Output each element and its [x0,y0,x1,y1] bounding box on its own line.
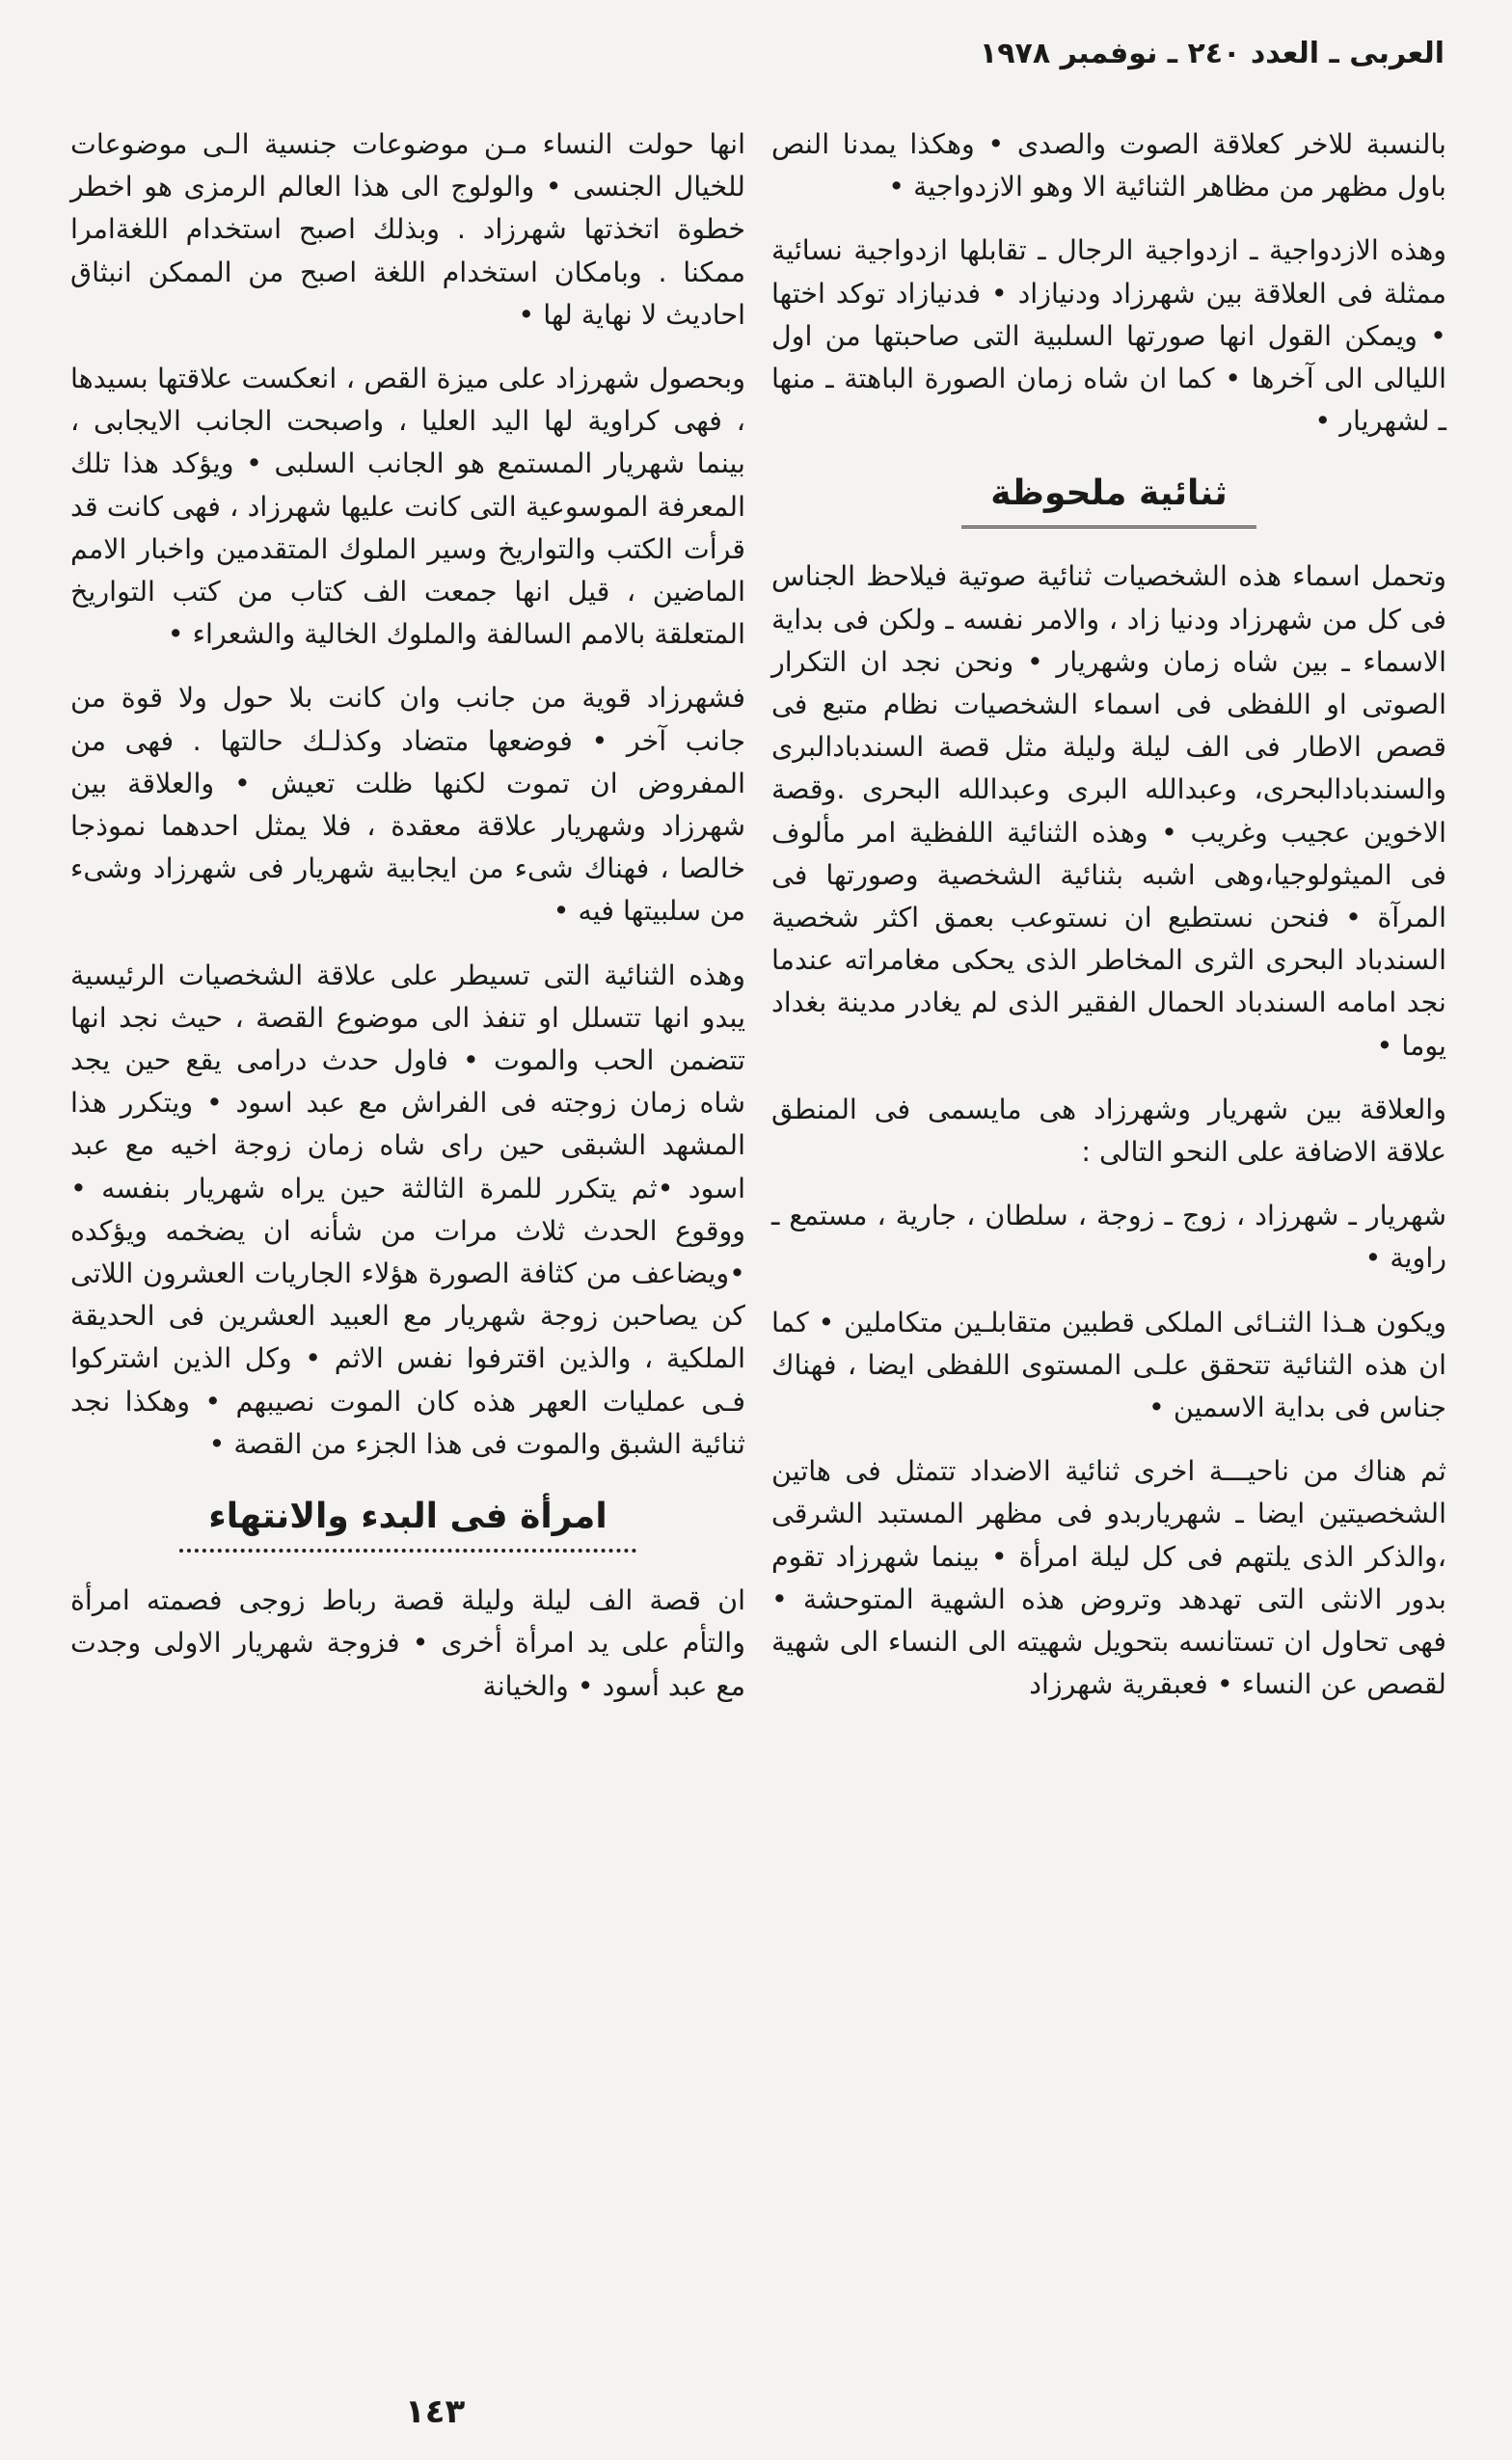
paragraph: وتحمل اسماء هذه الشخصيات ثنائية صوتية فيلاحظ الجناس فى كل من شهرزاد ودنيا زاد ، والامر نفسه ـ ولكن فى بداية الاسماء ـ بين شاه زمان وشهريار • ونحن نجد ان التكرار الصوتى او اللفظى فى اسماء الشخصيات نظام متبع فى قصص الاطار فى الف ليلة وليلة مثل قصة السندبادالبرى والسندبادالبحرى، وعبدالله البرى وعبدالله البحرى .وقصة الاخوين عجيب وغريب • وهذه الثنائية اللفظية امر مألوف فى الميثولوجيا،وهى اشبه بثنائية الشخصية وصورتها فى المرآة • فنحن نستطيع ان نستوعب بعمق اكثر شخصية السندباد البحرى الثرى المخاطر الذى يحكى مغامراته عندما نجد امامه السندباد الحمال الفقير الذى لم يغادر مدينة بغداد يوما • [771,560,1446,1062]
right-column [771,123,1446,1728]
section-heading [70,1491,745,1553]
paragraph: وهذه الازدواجية ـ ازدواجية الرجال ـ تقابلها ازدواجية نسائية ممثلة فى العلاقة بين شهرزاد ودنيازاد • فدنيازاد توكد اختها • ويمكن القول انها صورتها السلبية التى صاحبتها من اول الليالى الى آخرها • كما ان شاه زمان الصورة الباهتة ـ منها ـ لشهريار • [771,234,1446,438]
paragraph: وبحصول شهرزاد على ميزة القص ، انعكست علاقتها بسيدها ، فهى كراوية لها اليد العليا ، واصبحت الجانب الايجابى ، بينما شهريار المستمع هو الجانب السلبى • ويؤكد هذا تلك المعرفة الموسوعية التى كانت عليها شهرزاد ، فهى كانت قد قرأت الكتب والتواريخ وسير الملوك المتقدمين واخبار الامم الماضين ، قيل انها جمعت الف كتاب من كتب التواريخ المتعلقة بالامم السالفة والملوك الخالية والشعراء • [70,363,745,651]
paragraph: ثم هناك من ناحيـــة اخرى ثنائية الاضداد تتمثل فى هاتين الشخصيتين ايضا ـ شهرياربدو فى مظهر المستبد الشرقى ،والذكر الذى يلتهم فى كل ليلة امرأة • بينما شهرزاد تقوم بدور الانثى التى تهدهد وتروض هذه الشهية المتوحشة • فهى تحاول ان تستانسه بتحويل شهيته الى النساء الى شهية لقصص عن النساء • فعبقرية شهرزاد [771,1455,1446,1701]
paragraph: ان قصة الف ليلة وليلة قصة رباط زوجى فصمته امرأة والتأم على يد امرأة أخرى • فزوجة شهريار الاولى وجدت مع عبد أسود • والخيانة [70,1584,745,1702]
paragraph: ويكون هـذا الثنـائى الملكى قطبين متقابلـين متكاملين • كما ان هذه الثنائية تتحقق علـى المستوى اللفظى ايضا ، فهناك جناس فى بداية الاسمين • [771,1306,1446,1424]
section-heading-text: امرأة فى البدء والانتهاء [179,1491,635,1553]
section-heading [771,468,1446,528]
section-heading-text: ثنائية ملحوظة [961,468,1256,528]
paragraph: فشهرزاد قوية من جانب وان كانت بلا حول ولا قوة من جانب آخر • فوضعها متضاد وكذلـك حالتها . فهى من المفروض ان تموت لكنها ظلت تعيش • والعلاقة بين شهرزاد وشهريار علاقة معقدة ، فلا يمثل احدهما نموذجا خالصا ، فهناك شىء من ايجابية شهريار فى شهرزاد وشىء من سلبيتها فيه • [70,682,745,928]
running-head: العربى ـ العدد ٢٤٠ ـ نوفمبر ١٩٧٨ [979,37,1444,70]
paragraph: شهريار ـ شهرزاد ، زوج ـ زوجة ، سلطان ، جارية ، مستمع ـ راوية • [771,1200,1446,1275]
paragraph: والعلاقة بين شهريار وشهرزاد هى مايسمى فى المنطق علاقة الاضافة على النحو التالى : [771,1093,1446,1169]
paragraph: بالنسبة للاخر كعلاقة الصوت والصدى • وهكذا يمدنا النص باول مظهر من مظاهر الثنائية الا وهو الازدواجية • [771,128,1446,203]
page-number: ١٤٣ [405,2392,466,2431]
paragraph: انها حولت النساء مـن موضوعات جنسية الـى موضوعات للخيال الجنسى • والولوج الى هذا العالم الرمزى هو اخطر خطوة اتخذتها شهرزاد . وبذلك اصبح استخدام اللغةامرا ممكنا . وبامكان استخدام اللغة اصبح من الممكن انبثاق احاديث لا نهاية لها • [70,128,745,331]
left-column [70,123,745,1729]
paragraph: وهذه الثنائية التى تسيطر على علاقة الشخصيات الرئيسية يبدو انها تتسلل او تنفذ الى موضوع القصة ، حيث نجد انها تتضمن الحب والموت • فاول حدث درامى يقع حين يجد شاه زمان زوجته فى الفراش مع عبد اسود • ويتكرر هذا المشهد الشبقى حين راى شاه زمان زوجة اخيه مع عبد اسود •ثم يتكرر للمرة الثالثة حين يراه شهريار بنفسه • ووقوع الحدث ثلاث مرات من شأنه ان يضخمه ويؤكده •ويضاعف من كثافة الصورة هؤلاء الجاريات العشرون اللاتى كن يصاحبن زوجة شهريار مع العبيد العشرين فى الحديقة الملكية ، والذين اقترفوا نفس الاثم • وكل الذين اشتركوا فـى عمليات العهر هذه كان الموت نصيبهم • وهكذا نجد ثنائية الشبق والموت فى هذا الجزء من القصة • [70,959,745,1460]
